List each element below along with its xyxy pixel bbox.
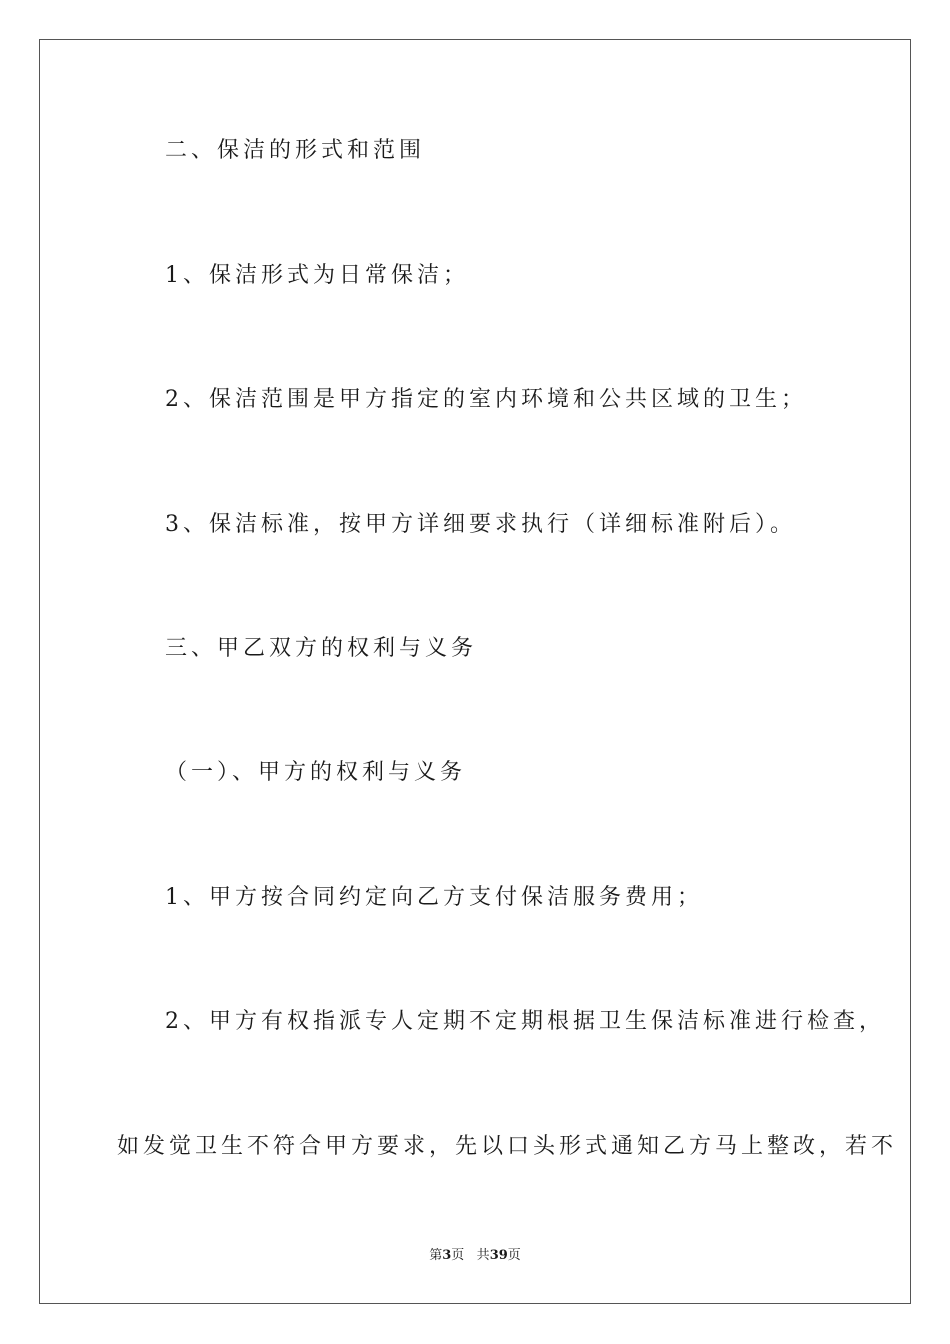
footer-total-prefix: 共: [476, 1248, 490, 1263]
section-heading-rights: 三、甲乙双方的权利与义务: [165, 636, 478, 661]
clause-continuation-line: 如发觉卫生不符合甲方要求，先以口头形式通知乙方马上整改，若不: [117, 1134, 898, 1159]
footer-total-suffix: 页: [507, 1248, 521, 1263]
clause-line: 1、甲方按合同约定向乙方支付保洁服务费用；: [165, 885, 703, 910]
footer-total-pages: 39: [489, 1248, 508, 1263]
clause-line: 1、保洁形式为日常保洁；: [165, 263, 469, 288]
clause-line: 2、甲方有权指派专人定期不定期根据卫生保洁标准进行检查，: [165, 1009, 885, 1034]
page-frame: [39, 39, 911, 1304]
section-heading-form-scope: 二、保洁的形式和范围: [165, 138, 426, 163]
footer-page-prefix: 第: [429, 1248, 443, 1263]
clause-line: 2、保洁范围是甲方指定的室内环境和公共区域的卫生；: [165, 387, 807, 412]
clause-line: 3、保洁标准，按甲方详细要求执行（详细标准附后）。: [165, 512, 796, 537]
footer-page-number: 3: [442, 1248, 452, 1263]
subsection-heading: （一）、甲方的权利与义务: [165, 760, 467, 785]
footer-page-suffix: 页: [451, 1248, 465, 1263]
page-footer: [0, 1249, 950, 1262]
